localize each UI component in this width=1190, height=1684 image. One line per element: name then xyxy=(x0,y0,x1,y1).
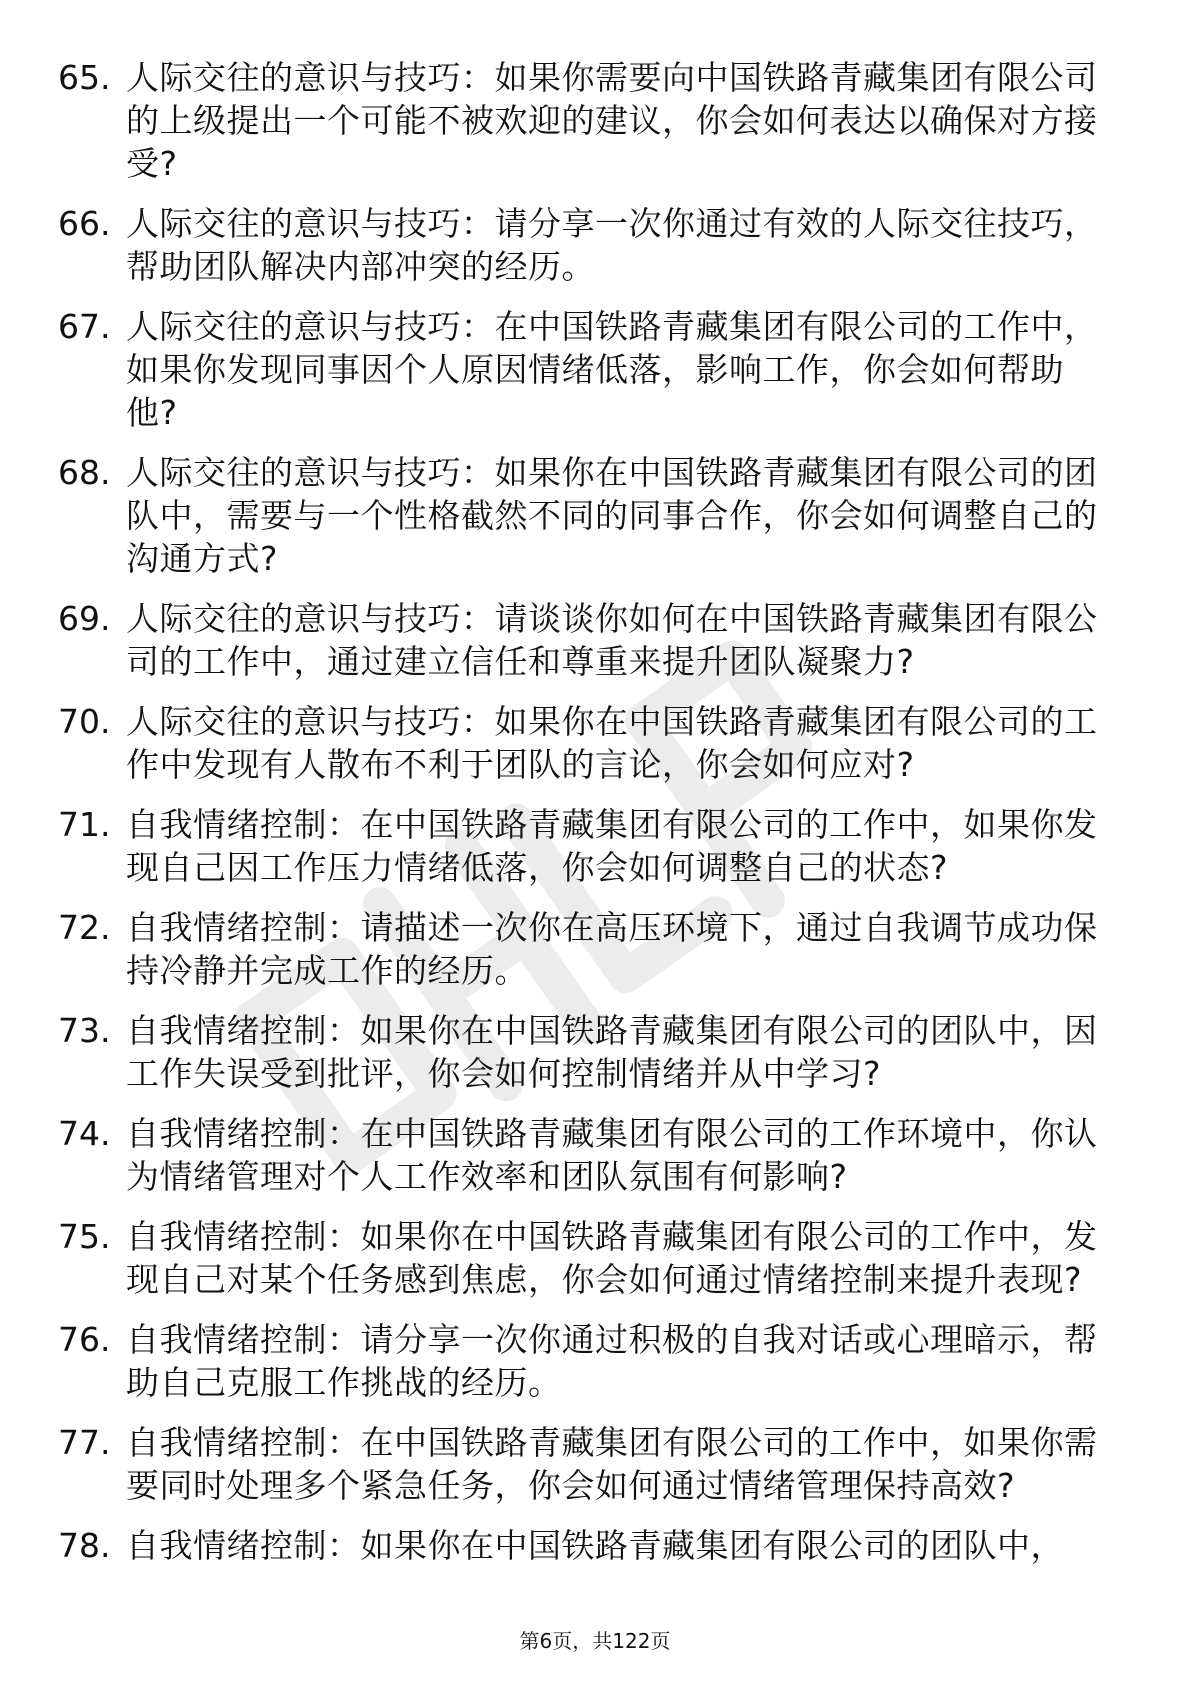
list-item xyxy=(58,451,1108,580)
list-item xyxy=(58,56,1108,185)
list-item xyxy=(58,305,1108,434)
question-text: 自我情绪控制：在中国铁路青藏集团有限公司的工作环境中，你认为情绪管理对个人工作效率和团队氛围有何影响? xyxy=(126,1114,1098,1196)
list-item xyxy=(58,1421,1108,1507)
question-text: 人际交往的意识与技巧：如果你需要向中国铁路青藏集团有限公司的上级提出一个可能不被欢迎的建议，你会如何表达以确保对方接受? xyxy=(126,58,1098,183)
question-text: 人际交往的意识与技巧：请谈谈你如何在中国铁路青藏集团有限公司的工作中，通过建立信任和尊重来提升团队凝聚力? xyxy=(126,599,1098,681)
question-list xyxy=(58,56,1108,1584)
question-number: 71. xyxy=(58,805,111,844)
question-number: 66. xyxy=(58,204,111,243)
question-text: 自我情绪控制：在中国铁路青藏集团有限公司的工作中，如果你发现自己因工作压力情绪低落，你会如何调整自己的状态? xyxy=(126,805,1098,887)
list-item xyxy=(58,803,1108,889)
question-number: 73. xyxy=(58,1011,111,1050)
question-text: 自我情绪控制：如果你在中国铁路青藏集团有限公司的团队中，因工作失误受到批评，你会如何控制情绪并从中学习? xyxy=(126,1011,1098,1093)
question-number: 77. xyxy=(58,1423,111,1462)
question-number: 72. xyxy=(58,908,111,947)
question-number: 76. xyxy=(58,1320,111,1359)
question-text: 人际交往的意识与技巧：在中国铁路青藏集团有限公司的工作中，如果你发现同事因个人原因情绪低落，影响工作，你会如何帮助他? xyxy=(126,307,1098,432)
question-text: 人际交往的意识与技巧：如果你在中国铁路青藏集团有限公司的工作中发现有人散布不利于团队的言论，你会如何应对? xyxy=(126,702,1098,784)
question-number: 70. xyxy=(58,702,111,741)
question-text: 人际交往的意识与技巧：请分享一次你通过有效的人际交往技巧，帮助团队解决内部冲突的经历。 xyxy=(126,204,1098,286)
question-number: 78. xyxy=(58,1526,111,1565)
list-item xyxy=(58,1215,1108,1301)
question-text: 自我情绪控制：请描述一次你在高压环境下，通过自我调节成功保持冷静并完成工作的经历。 xyxy=(126,908,1098,990)
question-number: 65. xyxy=(58,58,111,97)
question-text: 自我情绪控制：如果你在中国铁路青藏集团有限公司的团队中， xyxy=(126,1526,1064,1565)
question-number: 69. xyxy=(58,599,111,638)
list-item xyxy=(58,1524,1108,1567)
list-item xyxy=(58,906,1108,992)
question-text: 人际交往的意识与技巧：如果你在中国铁路青藏集团有限公司的团队中，需要与一个性格截然不同的同事合作，你会如何调整自己的沟通方式? xyxy=(126,453,1098,578)
question-number: 75. xyxy=(58,1217,111,1256)
question-text: 自我情绪控制：在中国铁路青藏集团有限公司的工作中，如果你需要同时处理多个紧急任务，你会如何通过情绪管理保持高效? xyxy=(126,1423,1098,1505)
list-item xyxy=(58,597,1108,683)
page-footer: 第6页，共122页 xyxy=(519,1629,671,1653)
question-number: 68. xyxy=(58,453,111,492)
question-text: 自我情绪控制：请分享一次你通过积极的自我对话或心理暗示，帮助自己克服工作挑战的经历。 xyxy=(126,1320,1098,1402)
list-item xyxy=(58,700,1108,786)
question-text: 自我情绪控制：如果你在中国铁路青藏集团有限公司的工作中，发现自己对某个任务感到焦虑，你会如何通过情绪控制来提升表现? xyxy=(126,1217,1098,1299)
list-item xyxy=(58,202,1108,288)
question-number: 67. xyxy=(58,307,111,346)
list-item xyxy=(58,1318,1108,1404)
list-item xyxy=(58,1112,1108,1198)
list-item xyxy=(58,1009,1108,1095)
question-number: 74. xyxy=(58,1114,111,1153)
